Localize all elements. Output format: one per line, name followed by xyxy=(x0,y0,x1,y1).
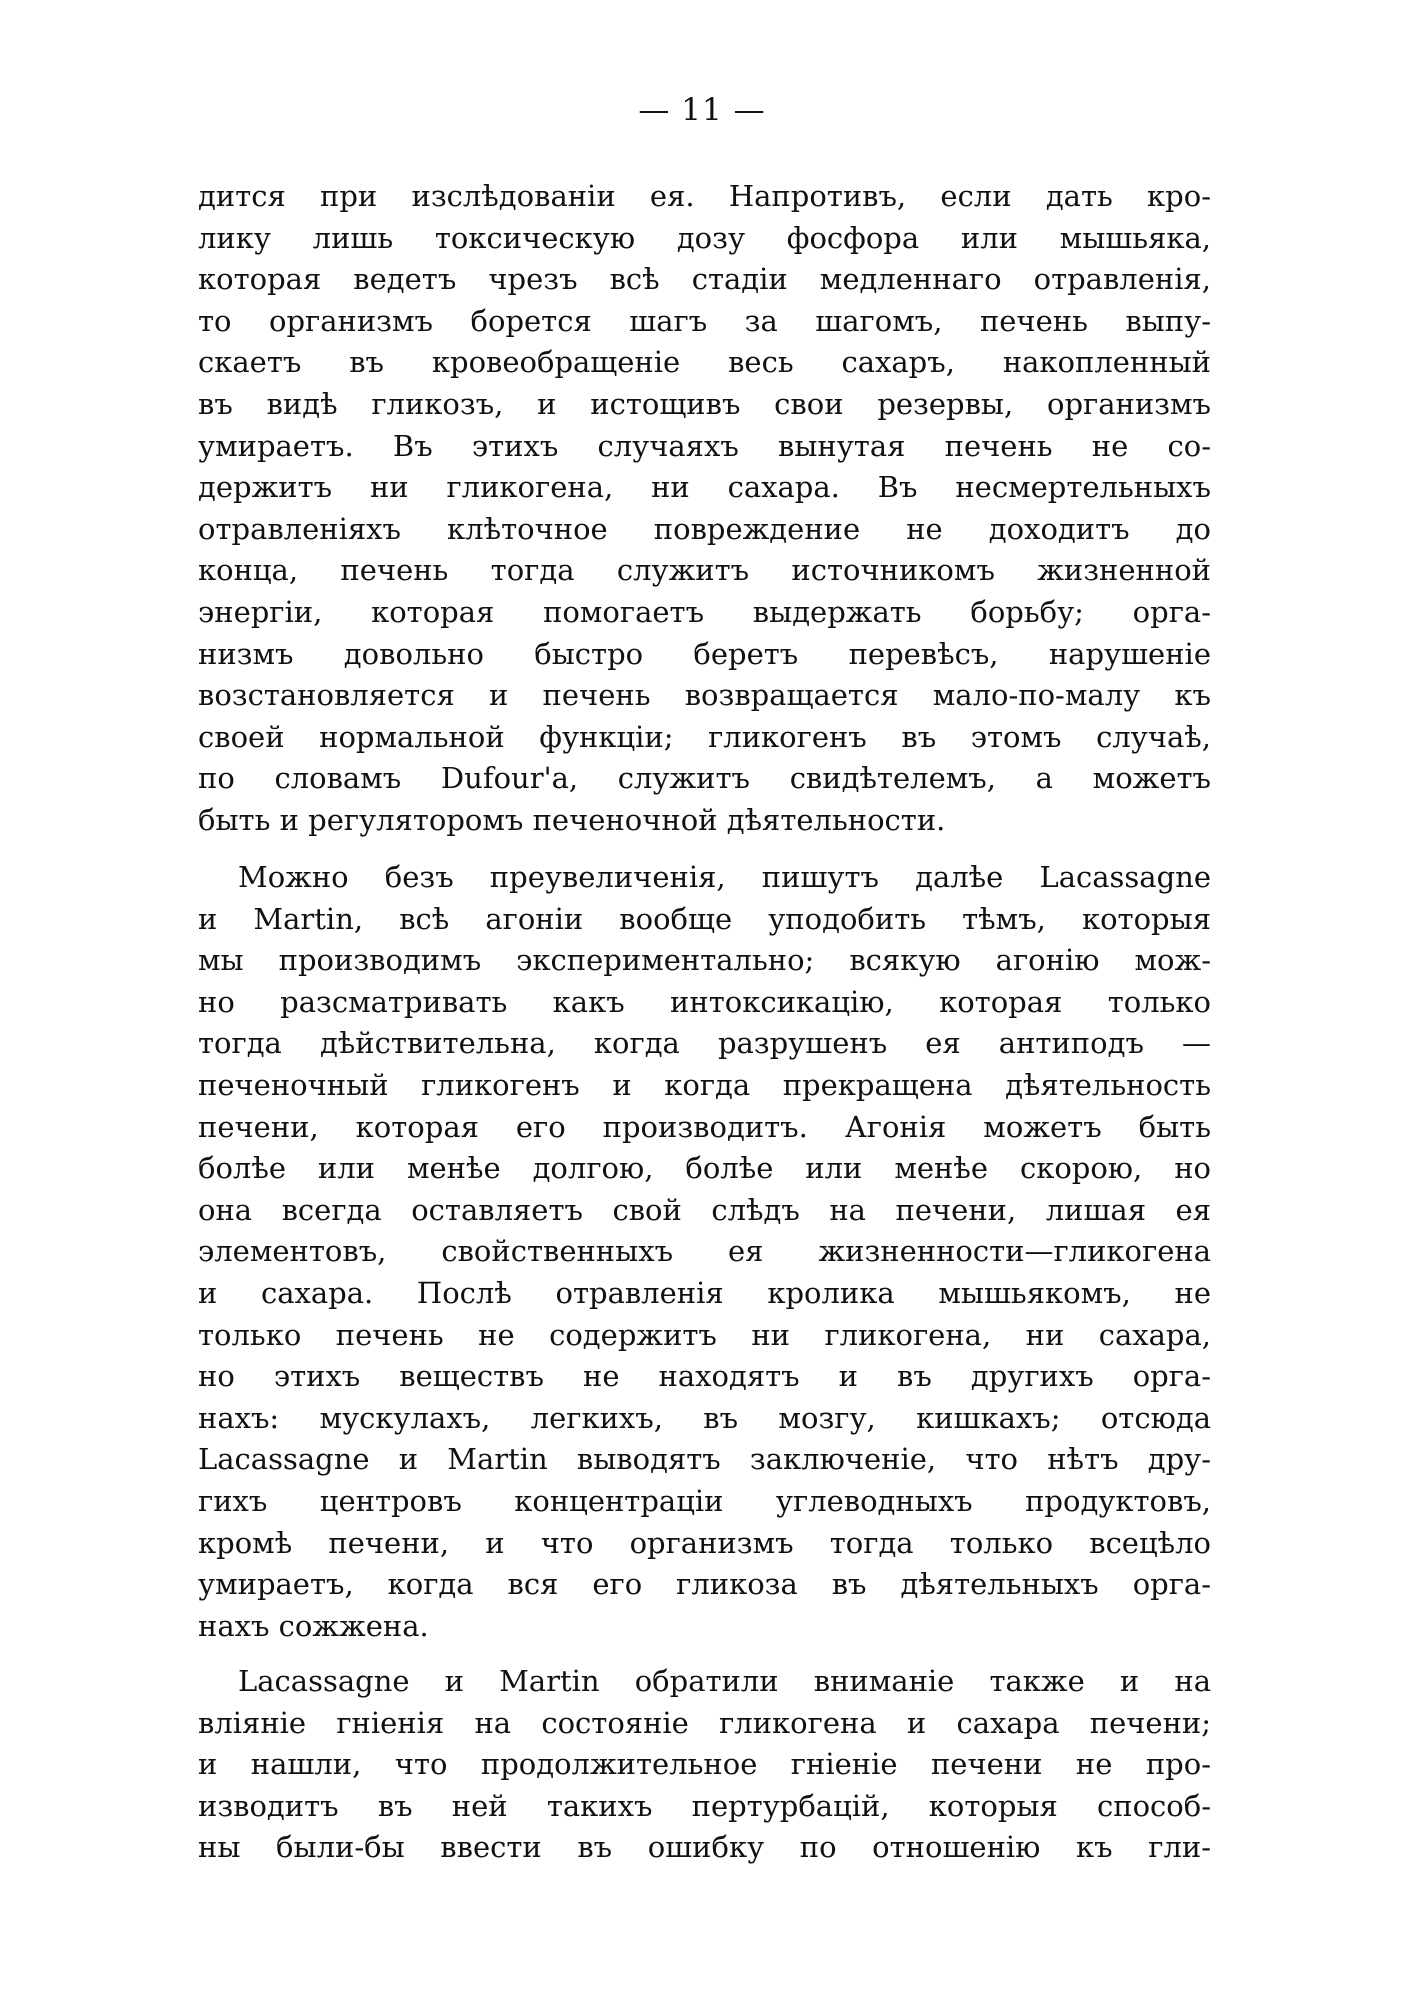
text-line: и сахара. Послѣ отравленія кролика мышьякомъ, не xyxy=(198,1275,1211,1310)
text-line: то организмъ борется шагъ за шагомъ, печень выпу- xyxy=(198,303,1211,338)
text-line: низмъ довольно быстро беретъ перевѣсъ, нарушеніе xyxy=(198,636,1211,671)
text-line: элементовъ, свойственныхъ ея жизненности—гликогена xyxy=(198,1234,1211,1269)
paragraph-3 xyxy=(198,1661,1211,1869)
text-line: вліяніе гніенія на состояніе гликогена и сахара печени; xyxy=(198,1705,1211,1740)
text-line: быть и регуляторомъ печеночной дѣятельности. xyxy=(198,802,946,837)
text-line: она всегда оставляетъ свой слѣдъ на печени, лишая ея xyxy=(198,1192,1211,1227)
text-line: мы производимъ экспериментально; всякую агонію мож- xyxy=(198,943,1211,978)
text-line: но этихъ веществъ не находятъ и въ другихъ орга- xyxy=(198,1359,1211,1394)
text-line: въ видѣ гликозъ, и истощивъ свои резервы, организмъ xyxy=(198,386,1211,421)
text-line: Можно безъ преувеличенія, пишутъ далѣе Lacassagne xyxy=(238,860,1211,894)
text-line: печени, которая его производитъ. Агонія можетъ быть xyxy=(198,1109,1211,1144)
text-line: но разсматривать какъ интоксикацію, которая только xyxy=(198,984,1211,1019)
text-line: и Martin, всѣ агоніи вообще уподобить тѣмъ, которыя xyxy=(198,901,1211,936)
text-line: Lacassagne и Martin обратили вниманіе также и на xyxy=(238,1664,1211,1698)
paragraph-2 xyxy=(198,857,1211,1647)
text-line: лику лишь токсическую дозу фосфора или мышьяка, xyxy=(198,220,1211,255)
text-line: только печень не содержитъ ни гликогена, ни сахара, xyxy=(198,1317,1211,1352)
text-line: ны были-бы ввести въ ошибку по отношенію къ гли- xyxy=(198,1830,1211,1865)
paragraph-1 xyxy=(198,176,1211,842)
text-line: кромѣ печени, и что организмъ тогда только всецѣло xyxy=(198,1525,1211,1560)
text-line: дится при изслѣдованіи ея. Напротивъ, если дать кро- xyxy=(198,179,1211,213)
text-line: отравленіяхъ клѣточное повреждение не доходитъ до xyxy=(198,511,1211,546)
text-line: и нашли, что продолжительное гніеніе печени не про- xyxy=(198,1747,1211,1782)
text-line: болѣе или менѣе долгою, болѣе или менѣе скорою, но xyxy=(198,1151,1211,1186)
text-line: нахъ сожжена. xyxy=(198,1608,429,1643)
text-line: умираетъ. Въ этихъ случаяхъ вынутая печень не со- xyxy=(198,428,1211,463)
text-line: нахъ: мускулахъ, легкихъ, въ мозгу, кишкахъ; отсюда xyxy=(198,1400,1211,1435)
text-line: возстановляется и печень возвращается мало-по-малу къ xyxy=(198,678,1211,713)
page-number: — 11 — xyxy=(638,92,766,128)
text-line: по словамъ Dufour'a, служитъ свидѣтелемъ, а можетъ xyxy=(198,761,1211,796)
text-line: Lacassagne и Martin выводятъ заключеніе, что нѣтъ дру- xyxy=(198,1442,1211,1477)
text-line: тогда дѣйствительна, когда разрушенъ ея антиподъ — xyxy=(198,1026,1211,1061)
text-line: своей нормальной функціи; гликогенъ въ этомъ случаѣ, xyxy=(198,719,1211,754)
text-line: печеночный гликогенъ и когда прекращена дѣятельность xyxy=(198,1067,1211,1102)
text-line: которая ведетъ чрезъ всѣ стадіи медленнаго отравленія, xyxy=(198,262,1211,297)
text-line: изводитъ въ ней такихъ пертурбацій, которыя способ- xyxy=(198,1788,1211,1823)
text-line: конца, печень тогда служитъ источникомъ жизненной xyxy=(198,553,1211,588)
text-line: гихъ центровъ концентраціи углеводныхъ продуктовъ, xyxy=(198,1483,1211,1518)
text-line: умираетъ, когда вся его гликоза въ дѣятельныхъ орга- xyxy=(198,1567,1211,1602)
text-line: энергіи, которая помогаетъ выдержать борьбу; орга- xyxy=(198,594,1211,629)
text-line: держитъ ни гликогена, ни сахара. Въ несмертельныхъ xyxy=(198,470,1211,505)
text-line: скаетъ въ кровеобращеніе весь сахаръ, накопленный xyxy=(198,345,1211,380)
